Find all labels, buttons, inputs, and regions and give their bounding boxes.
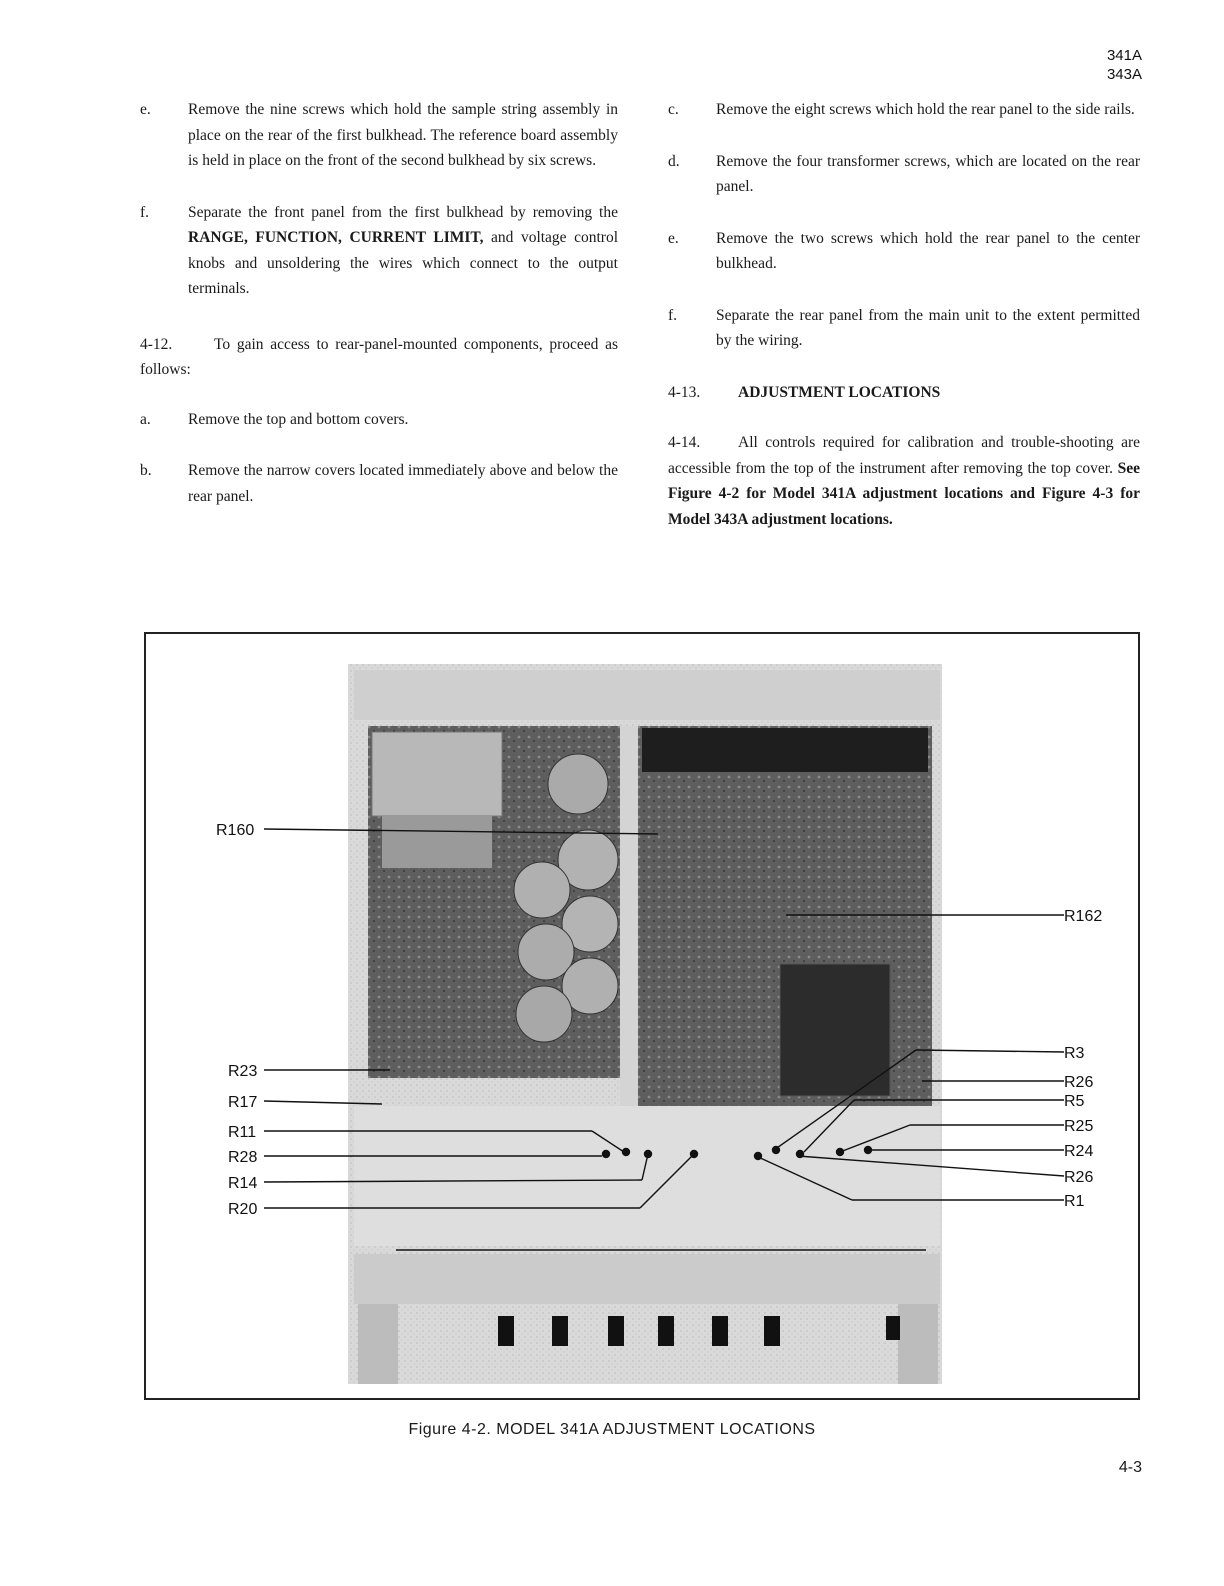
callout-r14: R14 bbox=[228, 1175, 258, 1192]
paragraph-number: 4-12. bbox=[140, 335, 173, 353]
knob-icon bbox=[608, 1316, 624, 1346]
adjustment-point bbox=[603, 1151, 610, 1158]
callout-r20: R20 bbox=[228, 1201, 258, 1218]
callout-r25: R25 bbox=[1064, 1118, 1094, 1135]
callout-r1: R1 bbox=[1064, 1193, 1085, 1210]
adjustment-point bbox=[691, 1151, 698, 1158]
callout-r3: R3 bbox=[1064, 1045, 1085, 1062]
step-label: e. bbox=[668, 229, 679, 247]
step-label: b. bbox=[140, 462, 152, 479]
component-block bbox=[382, 816, 492, 868]
step-text: Remove the nine screws which hold the sample string assembly in place on the rear of the first bulkhead. bbox=[188, 101, 618, 144]
callout-r162: R162 bbox=[1064, 908, 1103, 925]
front-leg bbox=[358, 1304, 398, 1384]
adjustment-point bbox=[797, 1151, 804, 1158]
knob-icon bbox=[764, 1316, 780, 1346]
capacitor-icon bbox=[548, 754, 608, 814]
chassis-photo bbox=[146, 634, 1142, 1402]
center-bulkhead bbox=[620, 726, 638, 1106]
right-column bbox=[668, 97, 1140, 532]
step-f-left bbox=[140, 200, 618, 302]
step-text: Remove the top and bottom covers. bbox=[188, 410, 409, 428]
step-label: c. bbox=[668, 101, 679, 118]
step-text: Remove the narrow covers located immediately above and below the rear panel. bbox=[188, 462, 618, 505]
step-text: Separate the rear panel from the main unit to the extent permitted by the wiring. bbox=[716, 306, 1140, 349]
step-label: f. bbox=[140, 203, 150, 221]
step-text-cont: and voltage control knobs and unsoldering the wires which connect to the output terminals. bbox=[188, 229, 619, 297]
adjustment-point bbox=[645, 1151, 652, 1158]
figure-caption: Figure 4-2. MODEL 341A ADJUSTMENT LOCATIONS bbox=[408, 1421, 816, 1438]
callout-r160: R160 bbox=[216, 822, 255, 839]
lower-panel bbox=[354, 1106, 940, 1246]
heading-title: ADJUSTMENT LOCATIONS bbox=[738, 383, 941, 401]
knob-icon bbox=[552, 1316, 568, 1346]
model-number-343a: 343A bbox=[1106, 66, 1142, 83]
callout-r26-lower: R26 bbox=[1064, 1169, 1094, 1186]
callout-r28: R28 bbox=[228, 1149, 258, 1166]
paragraph-text: All controls required for calibration and trouble-shooting are accessible from the top of the instrument after removing the top cover. bbox=[668, 434, 1140, 477]
step-text: Remove the four transformer screws, which are located on the rear panel. bbox=[716, 152, 1140, 195]
step-f-right bbox=[668, 303, 1140, 354]
step-c-right bbox=[668, 97, 1140, 123]
control-names: RANGE, FUNCTION, CURRENT LIMIT, bbox=[188, 229, 484, 246]
callout-r5: R5 bbox=[1064, 1093, 1085, 1110]
step-a-left bbox=[140, 407, 618, 433]
adjustment-point bbox=[623, 1149, 630, 1156]
transformer bbox=[780, 964, 890, 1096]
model-header bbox=[1107, 46, 1142, 84]
step-text: Remove the two screws which hold the rear panel to the center bulkhead. bbox=[716, 229, 1140, 272]
page-number: 4-3 bbox=[1118, 1459, 1142, 1476]
callout-r23: R23 bbox=[228, 1063, 258, 1080]
knob-icon bbox=[498, 1316, 514, 1346]
front-leg bbox=[898, 1304, 938, 1384]
adjustment-point bbox=[865, 1147, 872, 1154]
top-rail bbox=[354, 670, 940, 720]
paragraph-text: To gain access to rear-panel-mounted components, proceed as follows: bbox=[140, 335, 618, 378]
step-label: f. bbox=[668, 306, 678, 324]
adjustment-point bbox=[837, 1149, 844, 1156]
step-e-right bbox=[668, 226, 1140, 277]
capacitor-icon bbox=[514, 862, 570, 918]
figure-frame bbox=[144, 632, 1140, 1400]
model-number-341a: 341A bbox=[1106, 47, 1142, 64]
figure-reference-text: See Figure 4-2 for Model 341A adjustment locations and Figure 4-3 for Model 343A adjustment locations. bbox=[668, 459, 1140, 528]
step-text-cont: The reference board assembly is held in place on the front of the second bulkhead by six screws. bbox=[188, 126, 618, 169]
callout-r11: R11 bbox=[228, 1124, 257, 1141]
rear-panel-connectors bbox=[642, 728, 928, 772]
paragraph-4-12 bbox=[140, 332, 618, 383]
step-e-left bbox=[140, 97, 618, 174]
adjustment-point bbox=[755, 1153, 762, 1160]
step-b-left bbox=[140, 458, 618, 509]
paragraph-number: 4-14. bbox=[668, 434, 701, 451]
step-label: e. bbox=[140, 101, 151, 118]
callout-r26: R26 bbox=[1064, 1074, 1094, 1091]
knob-icon bbox=[658, 1316, 674, 1346]
adjustment-point bbox=[773, 1147, 780, 1154]
reference-board bbox=[372, 732, 502, 816]
section-heading-4-13 bbox=[668, 380, 1140, 406]
knob-icon bbox=[886, 1316, 900, 1340]
step-text: Remove the eight screws which hold the rear panel to the side rails. bbox=[716, 101, 1135, 118]
capacitor-icon bbox=[516, 986, 572, 1042]
front-panel-rail bbox=[354, 1254, 940, 1304]
callout-r24: R24 bbox=[1064, 1143, 1094, 1160]
step-text: Separate the front panel from the first bulkhead by removing the bbox=[188, 203, 618, 221]
knob-icon bbox=[712, 1316, 728, 1346]
callout-r17: R17 bbox=[228, 1094, 258, 1111]
step-label: a. bbox=[140, 410, 151, 428]
paragraph-4-14 bbox=[668, 430, 1140, 532]
step-d-right bbox=[668, 149, 1140, 200]
left-column bbox=[140, 97, 618, 509]
heading-number: 4-13. bbox=[668, 383, 701, 401]
step-label: d. bbox=[668, 152, 680, 170]
